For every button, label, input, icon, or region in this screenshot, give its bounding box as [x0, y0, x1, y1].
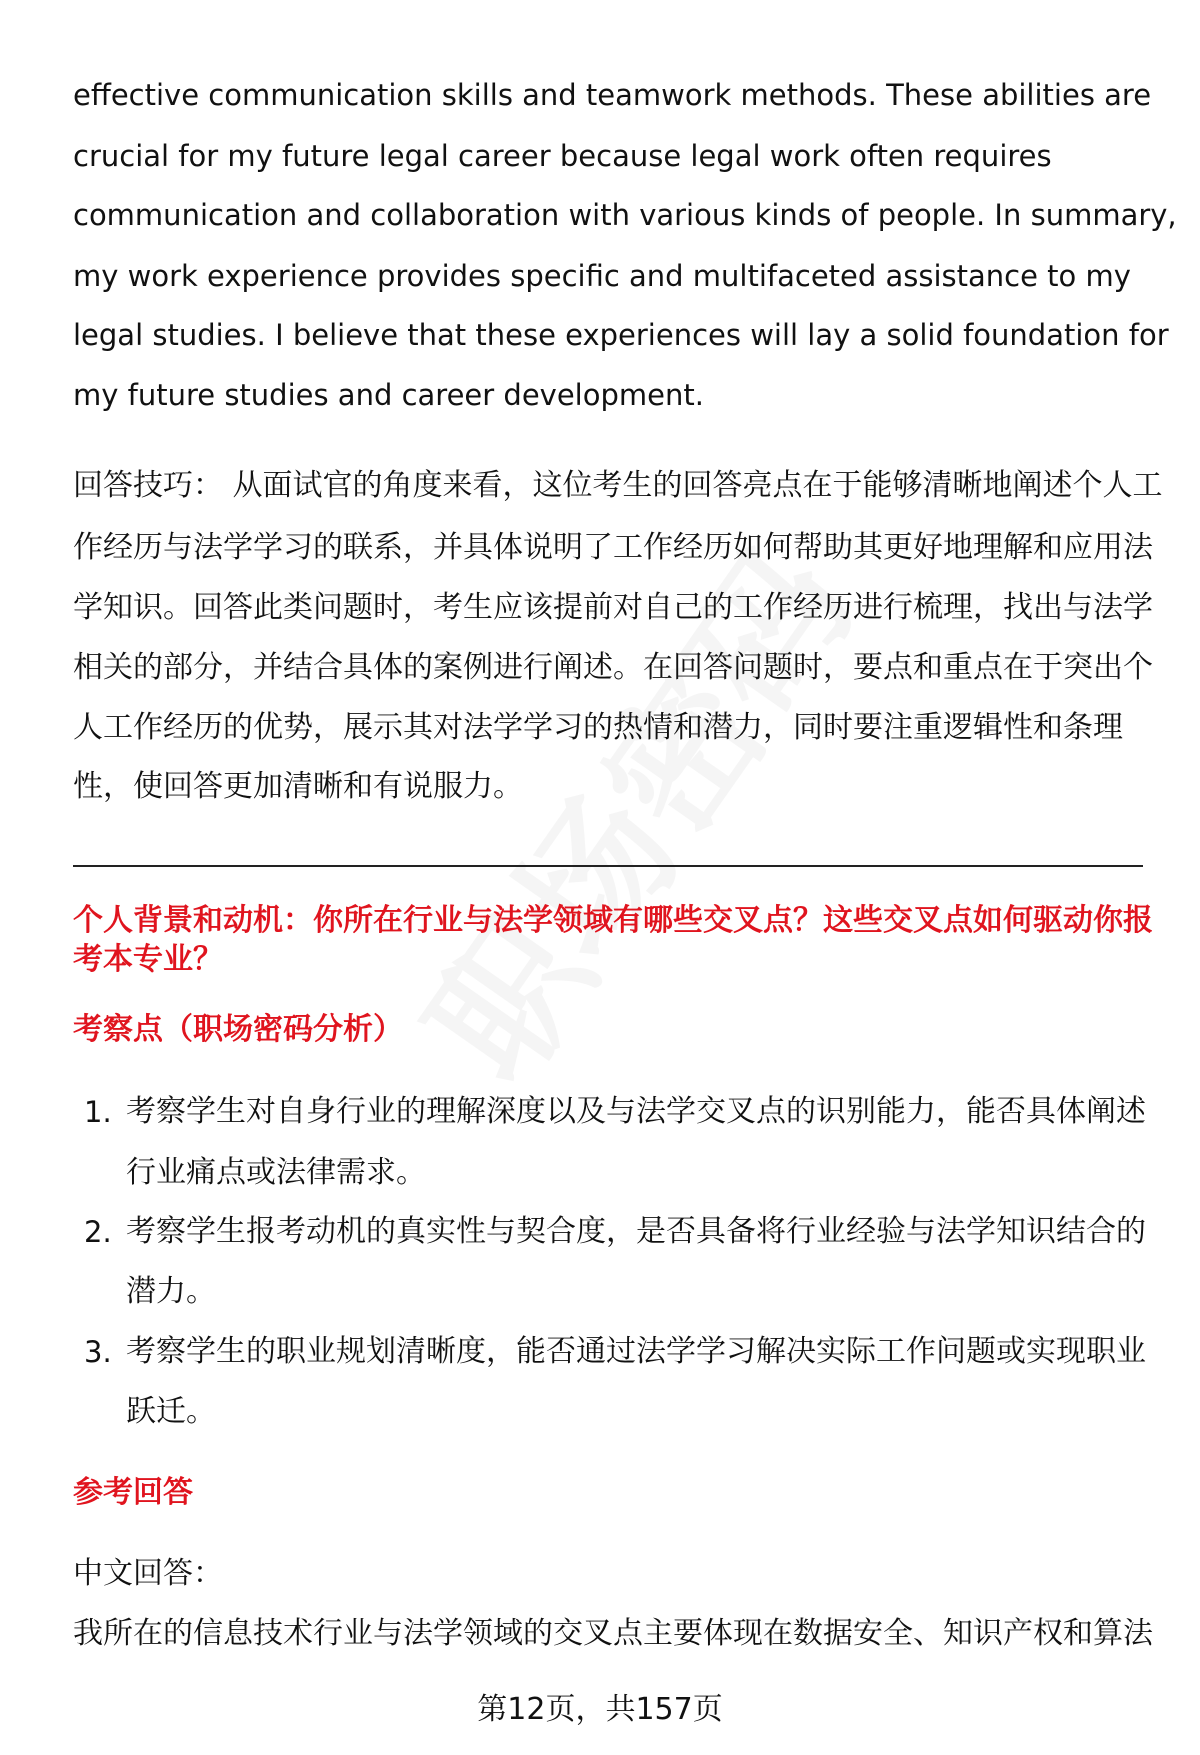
text-line: 作经历与法学学习的联系，并具体说明了工作经历如何帮助其更好地理解和应用法: [73, 530, 1153, 565]
chinese-answer-label: 中文回答：: [73, 1556, 223, 1591]
question-title-line: 考本专业？: [73, 942, 223, 977]
list-number: 3.: [84, 1335, 112, 1369]
text-line: 相关的部分，并结合具体的案例进行阐述。在回答问题时，要点和重点在于突出个: [73, 650, 1153, 685]
section-divider: [73, 865, 1143, 867]
text-line: effective communication skills and teamwork methods. These abilities are: [73, 78, 1152, 112]
text-line: 人工作经历的优势，展示其对法学学习的热情和潜力，同时要注重逻辑性和条理: [73, 710, 1123, 745]
list-number: 2.: [84, 1215, 112, 1249]
text-line: 学知识。回答此类问题时，考生应该提前对自己的工作经历进行梳理，找出与法学: [73, 590, 1153, 625]
list-item-line: 考察学生报考动机的真实性与契合度，是否具备将行业经验与法学知识结合的: [126, 1214, 1146, 1249]
list-number: 1.: [84, 1095, 112, 1129]
list-item-line: 行业痛点或法律需求。: [126, 1155, 426, 1190]
text-line: crucial for my future legal career because legal work often requires: [73, 139, 1052, 173]
text-line: communication and collaboration with various kinds of people. In summary,: [73, 198, 1177, 232]
text-line: my work experience provides specific and multifaceted assistance to my: [73, 259, 1131, 293]
text-line: my future studies and career development.: [73, 378, 704, 412]
text-line: legal studies. I believe that these experiences will lay a solid foundation for: [73, 318, 1169, 352]
list-item-line: 考察学生的职业规划清晰度，能否通过法学学习解决实际工作问题或实现职业: [126, 1334, 1146, 1369]
assessment-heading: 考察点（职场密码分析）: [73, 1012, 403, 1047]
page-number: 第12页，共157页: [477, 1692, 723, 1727]
text-line: 回答技巧： 从面试官的角度来看，这位考生的回答亮点在于能够清晰地阐述个人工: [73, 468, 1163, 503]
list-item-line: 跃迁。: [126, 1394, 216, 1429]
list-item-line: 潜力。: [126, 1274, 216, 1309]
reference-heading: 参考回答: [73, 1475, 193, 1510]
question-title-line: 个人背景和动机：你所在行业与法学领域有哪些交叉点？这些交叉点如何驱动你报: [73, 903, 1153, 938]
list-item-line: 考察学生对自身行业的理解深度以及与法学交叉点的识别能力，能否具体阐述: [126, 1094, 1146, 1129]
text-line: 性，使回答更加清晰和有说服力。: [73, 769, 523, 804]
chinese-answer-text: 我所在的信息技术行业与法学领域的交叉点主要体现在数据安全、知识产权和算法: [73, 1616, 1153, 1651]
